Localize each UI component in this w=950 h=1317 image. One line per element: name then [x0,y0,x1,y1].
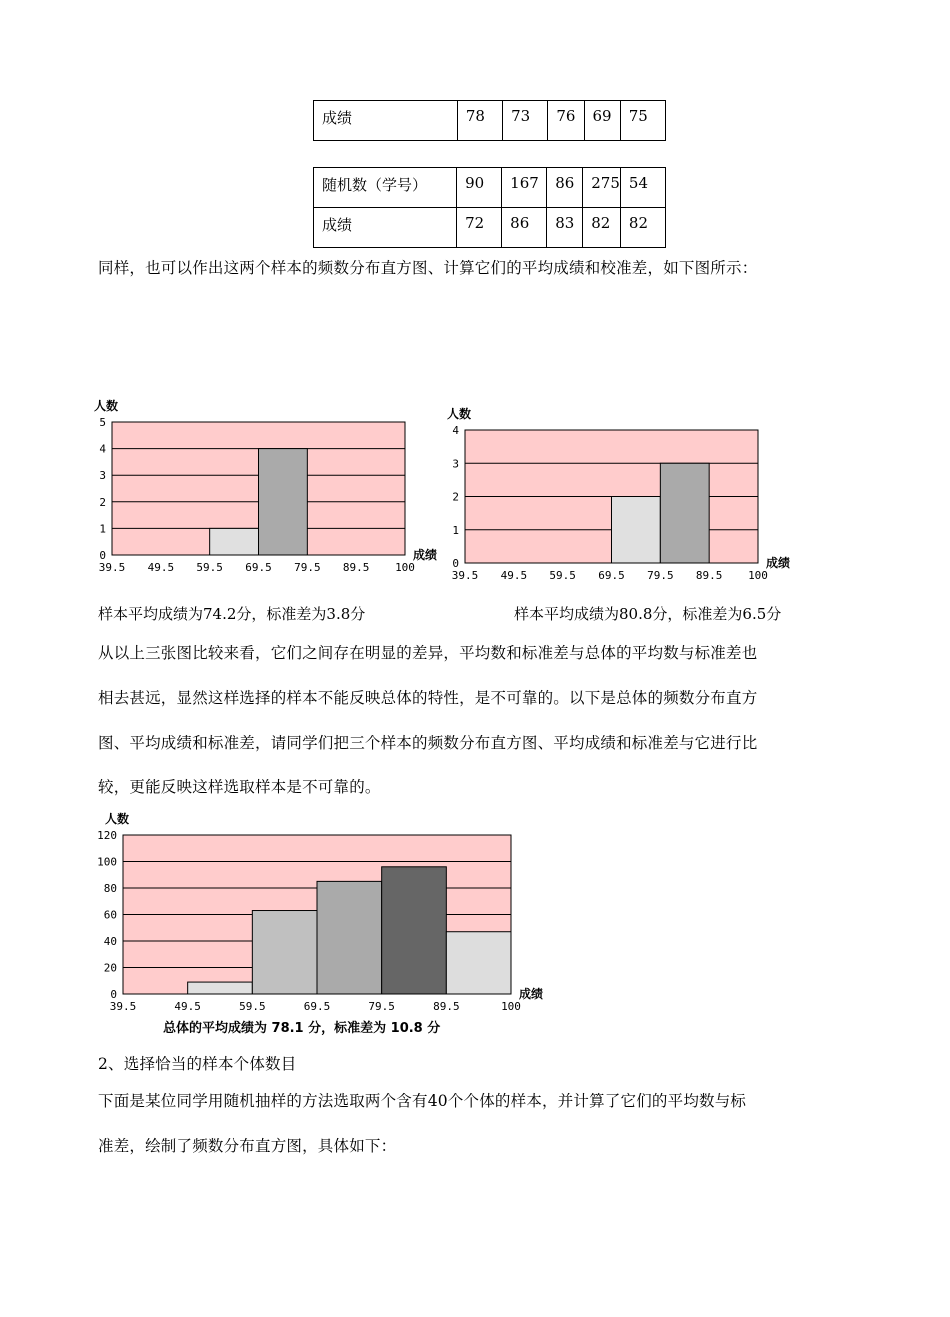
table-cell: 69 [584,101,620,141]
histogram-bar [259,449,308,555]
y-tick-label: 0 [452,557,459,570]
table-cell: 275 [583,168,621,208]
x-tick-label: 69.5 [245,561,272,574]
histogram-population [90,808,570,1043]
y-tick-label: 1 [452,523,459,537]
x-tick-label: 79.5 [368,1000,395,1013]
grade-table-1 [313,100,666,141]
table-cell: 82 [583,208,621,248]
x-tick-label: 49.5 [174,1000,201,1013]
y-tick-label: 1 [99,522,106,536]
x-tick-label: 39.5 [451,569,479,582]
caption-sample-1: 样本平均成绩为74.2分，标准差为3.8分 [98,605,366,623]
paragraph-intro: 同样，也可以作出这两个样本的频数分布直方图、计算它们的平均成绩和校准差，如下图所示： [98,259,758,277]
x-tick-label: 89.5 [433,1000,460,1013]
y-tick-label: 0 [99,549,106,562]
y-axis-label: 人数 [105,812,130,826]
x-tick-label: 59.5 [196,561,223,574]
table-cell: 90 [457,168,502,208]
x-tick-label: 69.5 [598,569,625,582]
histogram-bar [446,932,511,994]
paragraph-compare-line-3: 图、平均成绩和标准差，请同学们把三个样本的频数分布直方图、平均成绩和标准差与它进行比 [98,734,758,752]
x-tick-label: 100 [748,569,768,582]
table-cell: 167 [502,168,547,208]
table-cell: 随机数（学号） [314,168,457,208]
x-tick-label: 49.5 [500,569,528,582]
x-tick-label: 59.5 [549,569,576,582]
y-tick-label: 40 [103,935,117,948]
chart-title: 总体的平均成绩为 78.1 分，标准差为 10.8 分 [163,1021,441,1036]
table-cell: 86 [502,208,547,248]
x-axis-label: 成绩 [413,548,438,562]
histogram-bar [252,911,317,994]
y-tick-label: 20 [103,961,117,975]
histogram-sample-1 [85,392,445,582]
table-row [314,168,666,208]
section-heading-2: 2、选择恰当的样本个体数目 [98,1055,297,1073]
paragraph-compare-line-2: 相去甚远，显然这样选择的样本不能反映总体的特性，是不可靠的。以下是总体的频数分布直方 [98,689,758,707]
table-cell: 76 [548,101,584,141]
y-tick-label: 2 [99,495,106,509]
y-tick-label: 80 [103,882,117,895]
table-cell: 54 [620,168,665,208]
y-axis-label: 人数 [447,407,472,421]
histogram-bar [188,982,253,994]
x-tick-label: 100 [501,1000,521,1013]
table-cell: 成绩 [314,208,457,248]
y-tick-label: 0 [110,988,117,1001]
table-cell: 72 [457,208,502,248]
y-tick-label: 4 [99,442,106,456]
y-tick-label: 4 [452,424,459,437]
paragraph-sample-size-line-1: 下面是某位同学用随机抽样的方法选取两个含有40个个体的样本，并计算了它们的平均数与标 [98,1092,747,1110]
y-tick-label: 60 [103,908,117,922]
histogram-bar [210,528,259,555]
x-axis-label: 成绩 [519,987,544,1001]
y-tick-label: 3 [452,457,459,471]
histogram-bar [382,867,447,994]
x-tick-label: 89.5 [695,569,723,582]
table-row [314,208,666,248]
y-tick-label: 2 [452,490,459,504]
table-cell: 成绩 [314,101,458,141]
x-tick-label: 49.5 [147,561,175,574]
x-tick-label: 59.5 [239,1000,266,1013]
histogram-bar [660,463,709,563]
x-tick-label: 69.5 [303,1000,331,1013]
y-axis-label: 人数 [94,399,119,413]
table-cell: 73 [503,101,548,141]
table-cell: 82 [620,208,665,248]
table-cell: 83 [547,208,583,248]
y-tick-label: 3 [99,469,106,483]
caption-sample-2: 样本平均成绩为80.8分，标准差为6.5分 [514,605,782,623]
histogram-bar [612,497,661,564]
x-tick-label: 39.5 [98,561,126,574]
x-tick-label: 79.5 [294,561,321,574]
table-row [314,101,666,141]
histogram-sample-2 [437,400,807,585]
table-cell: 86 [547,168,583,208]
x-tick-label: 79.5 [647,569,674,582]
x-tick-label: 100 [395,561,415,574]
table-cell: 75 [620,101,665,141]
y-tick-label: 100 [97,855,117,869]
grade-table-2 [313,167,666,248]
paragraph-compare-line-1: 从以上三张图比较来看，它们之间存在明显的差异，平均数和标准差与总体的平均数与标准差也 [98,644,758,662]
paragraph-compare-line-4: 较，更能反映这样选取样本是不可靠的。 [98,778,381,796]
x-tick-label: 89.5 [342,561,370,574]
histogram-bar [317,881,382,994]
y-tick-label: 120 [97,829,117,842]
x-axis-label: 成绩 [766,556,791,570]
paragraph-sample-size-line-2: 准差，绘制了频数分布直方图，具体如下： [98,1137,397,1155]
table-cell: 78 [457,101,502,141]
x-tick-label: 39.5 [109,1000,137,1013]
y-tick-label: 5 [99,416,106,429]
